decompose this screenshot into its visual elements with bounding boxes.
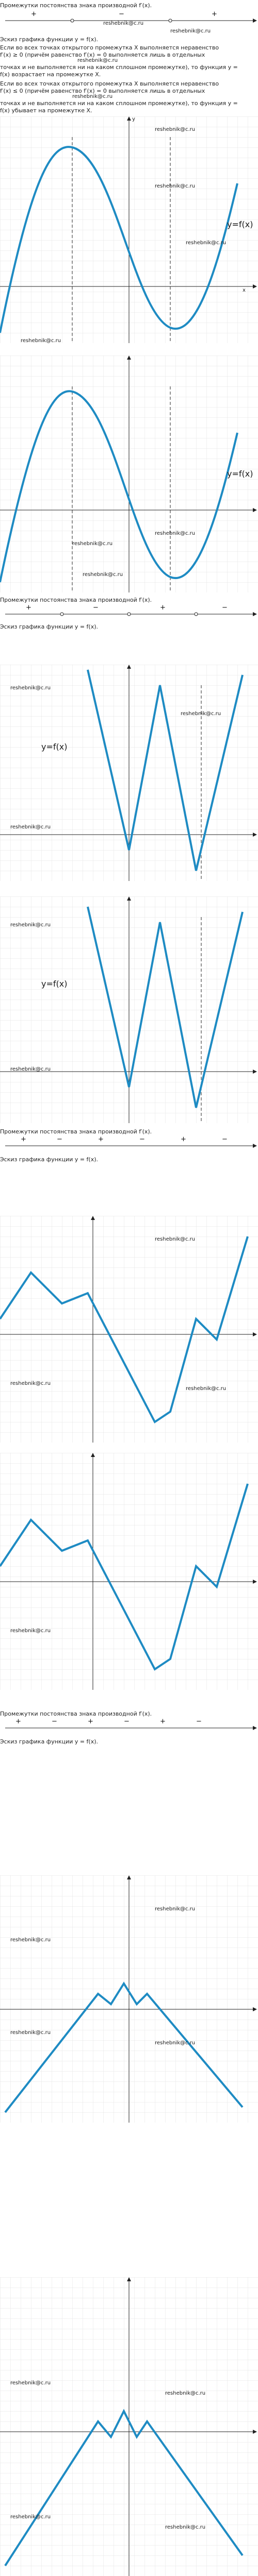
sign-minus: − xyxy=(124,1718,130,1725)
graph-7 xyxy=(0,1875,258,2123)
sketch-label: Эскиз графика функции y = f(x). xyxy=(0,623,99,630)
function-label: y=f(x) xyxy=(227,469,253,479)
section1-heading: Промежутки постоянства знака производной f′(x). xyxy=(0,2,152,9)
watermark: reshebnik@c.ru xyxy=(103,21,144,26)
sketch-label: Эскиз графика функции y = f(x). xyxy=(0,1738,99,1745)
watermark: reshebnik@c.ru xyxy=(155,1906,196,1912)
rule-text: Если во всех точках открытого промежутка X выполняется неравенство xyxy=(0,44,219,51)
section2-heading: Промежутки постоянства знака производной f′(x). xyxy=(0,597,152,603)
watermark: reshebnik@c.ru xyxy=(186,1386,227,1392)
watermark: reshebnik@c.ru xyxy=(10,2380,51,2386)
watermark: reshebnik@c.ru xyxy=(10,1937,51,1943)
rule-text: точках и не выполняется ни на каком сплошном промежутке), то функция y = xyxy=(0,100,238,107)
graph-4 xyxy=(0,896,258,1123)
section2-sign-row xyxy=(0,604,258,619)
section3-heading: Промежутки постоянства знака производной f′(x). xyxy=(0,1128,152,1135)
sign-plus: + xyxy=(26,604,31,612)
function-label: y=f(x) xyxy=(227,219,253,229)
graph-5 xyxy=(0,1216,258,1443)
rule-text: f′(x) ≥ 0 (причём равенство f′(x) = 0 выполняется лишь в отдельных xyxy=(0,52,205,58)
watermark: reshebnik@c.ru xyxy=(10,922,51,928)
sign-minus: − xyxy=(222,604,228,612)
sign-plus: + xyxy=(181,1136,186,1143)
rule-text: точках и не выполняется ни на каком сплошном промежутке), то функция y = xyxy=(0,64,238,71)
sign-minus: − xyxy=(196,1718,202,1725)
graph-6-svg xyxy=(0,1453,258,1690)
sign-plus: + xyxy=(15,1718,21,1725)
sign-minus: − xyxy=(52,1718,57,1725)
sign-plus: + xyxy=(212,10,217,18)
sign-plus: + xyxy=(21,1136,26,1143)
rule-text: Если во всех точках открытого промежутка X выполняется неравенство xyxy=(0,80,219,87)
watermark: reshebnik@c.ru xyxy=(10,685,51,691)
function-label: y=f(x) xyxy=(41,979,68,989)
graph-8 xyxy=(0,2277,258,2576)
watermark: reshebnik@c.ru xyxy=(181,711,221,717)
watermark: reshebnik@c.ru xyxy=(77,58,118,63)
graph-8-svg xyxy=(0,2277,258,2576)
watermark: reshebnik@c.ru xyxy=(155,531,196,536)
axis-x-label: x xyxy=(243,287,246,293)
graph-3-svg xyxy=(0,665,258,881)
sign-minus: − xyxy=(57,1136,62,1143)
watermark: reshebnik@c.ru xyxy=(10,2514,51,2520)
sign-plus: + xyxy=(88,1718,93,1725)
graph-3 xyxy=(0,665,258,881)
watermark: reshebnik@c.ru xyxy=(83,572,123,578)
sketch-label: Эскиз графика функции y = f(x). xyxy=(0,1156,99,1163)
rule-text: f(x) убывает на промежутке X. xyxy=(0,107,92,114)
watermark: reshebnik@c.ru xyxy=(10,824,51,830)
sign-minus: − xyxy=(139,1136,145,1143)
sign-minus: − xyxy=(119,10,124,18)
watermark: reshebnik@c.ru xyxy=(10,1381,51,1386)
graph-1-svg xyxy=(0,116,258,343)
sign-plus: + xyxy=(31,10,37,18)
axis-y-label: y xyxy=(132,116,135,122)
sketch-label: Эскиз графика функции y = f(x). xyxy=(0,36,99,43)
sign-plus: + xyxy=(160,604,166,612)
watermark: reshebnik@c.ru xyxy=(155,127,196,132)
graph-7-svg xyxy=(0,1875,258,2123)
section4-sign-row xyxy=(0,1718,258,1733)
graph-5-svg xyxy=(0,1216,258,1443)
watermark: reshebnik@c.ru xyxy=(155,2040,196,2046)
watermark: reshebnik@c.ru xyxy=(10,1628,51,1634)
graph-6 xyxy=(0,1453,258,1690)
rule-text: f′(x) ≤ 0 (причём равенство f′(x) = 0 выполняется лишь в отдельных xyxy=(0,88,205,94)
graph-4-svg xyxy=(0,896,258,1123)
sign-minus: − xyxy=(93,604,99,612)
watermark: reshebnik@c.ru xyxy=(165,2391,206,2396)
sign-minus: − xyxy=(222,1136,228,1143)
watermark: reshebnik@c.ru xyxy=(72,541,113,547)
function-label: y=f(x) xyxy=(41,742,68,752)
sign-plus: + xyxy=(98,1136,104,1143)
graph-2 xyxy=(0,355,258,592)
section4-heading: Промежутки постоянства знака производной f′(x). xyxy=(0,1710,152,1717)
section3-sign-row xyxy=(0,1136,258,1151)
watermark: reshebnik@c.ru xyxy=(170,28,211,34)
watermark: reshebnik@c.ru xyxy=(155,183,196,189)
watermark: reshebnik@c.ru xyxy=(10,1066,51,1072)
graph-2-svg xyxy=(0,355,258,592)
sign-plus: + xyxy=(160,1718,166,1725)
rule-text: f(x) возрастает на промежутке X. xyxy=(0,71,101,78)
watermark: reshebnik@c.ru xyxy=(165,2524,206,2530)
watermark: reshebnik@c.ru xyxy=(155,1236,196,1242)
watermark: reshebnik@c.ru xyxy=(186,240,227,246)
watermark: reshebnik@c.ru xyxy=(10,2030,51,2036)
watermark: reshebnik@c.ru xyxy=(72,94,113,99)
watermark: reshebnik@c.ru xyxy=(21,338,61,344)
graph-1 xyxy=(0,116,258,343)
